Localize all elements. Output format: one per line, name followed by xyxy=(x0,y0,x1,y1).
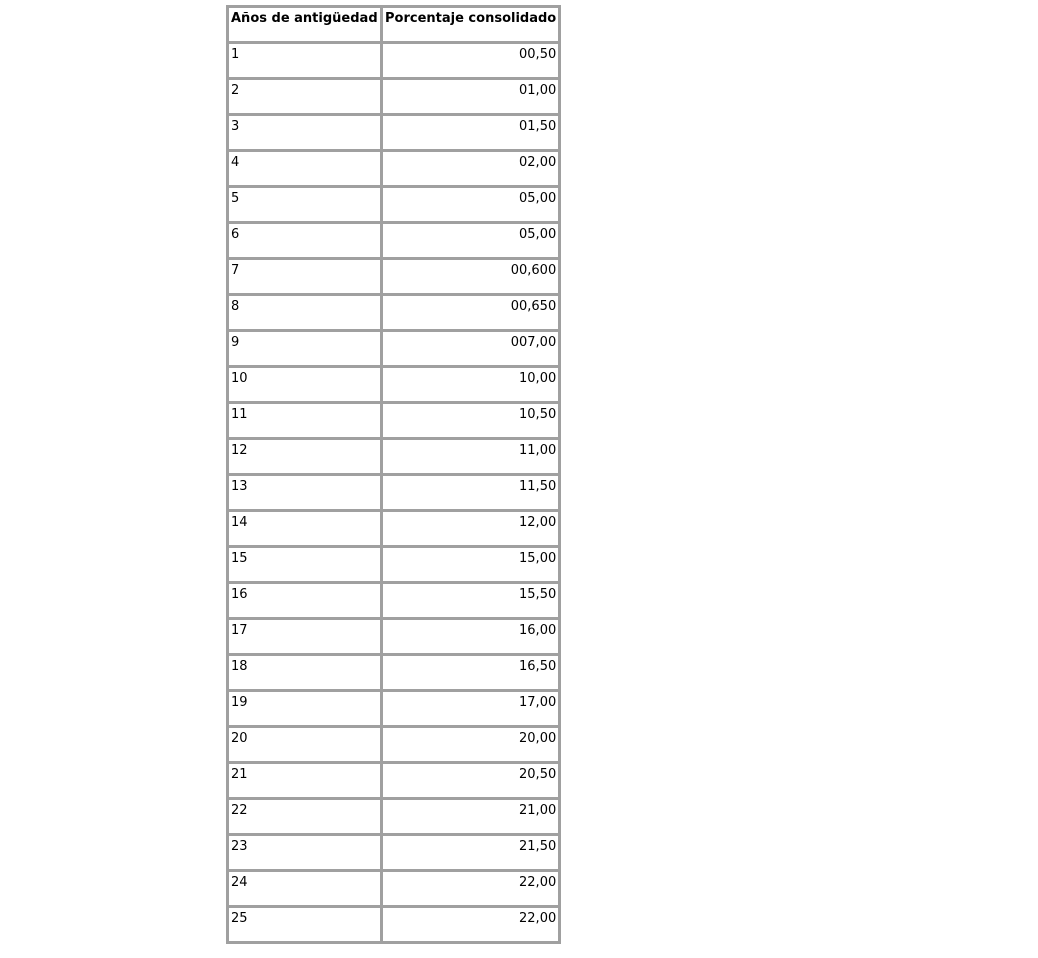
cell-years: 1 xyxy=(227,42,381,78)
cell-years: 7 xyxy=(227,258,381,294)
cell-percentage: 17,00 xyxy=(381,690,559,726)
cell-years: 18 xyxy=(227,654,381,690)
cell-percentage: 05,00 xyxy=(381,222,559,258)
cell-percentage: 01,50 xyxy=(381,114,559,150)
table-row xyxy=(227,78,559,114)
cell-percentage: 10,00 xyxy=(381,366,559,402)
table-row xyxy=(227,402,559,438)
table-row xyxy=(227,510,559,546)
cell-years: 23 xyxy=(227,834,381,870)
table-row xyxy=(227,474,559,510)
cell-years: 11 xyxy=(227,402,381,438)
table-row xyxy=(227,258,559,294)
table-header-row xyxy=(227,6,559,42)
seniority-table-container xyxy=(226,5,561,944)
cell-years: 25 xyxy=(227,906,381,942)
cell-percentage: 15,50 xyxy=(381,582,559,618)
cell-years: 5 xyxy=(227,186,381,222)
cell-percentage: 12,00 xyxy=(381,510,559,546)
table-row xyxy=(227,690,559,726)
cell-years: 19 xyxy=(227,690,381,726)
cell-years: 16 xyxy=(227,582,381,618)
cell-percentage: 20,00 xyxy=(381,726,559,762)
cell-years: 13 xyxy=(227,474,381,510)
cell-percentage: 15,00 xyxy=(381,546,559,582)
cell-years: 14 xyxy=(227,510,381,546)
table-row xyxy=(227,294,559,330)
cell-years: 21 xyxy=(227,762,381,798)
cell-percentage: 10,50 xyxy=(381,402,559,438)
cell-years: 4 xyxy=(227,150,381,186)
cell-percentage: 20,50 xyxy=(381,762,559,798)
table-row xyxy=(227,366,559,402)
table-row xyxy=(227,618,559,654)
table-row xyxy=(227,870,559,906)
table-row xyxy=(227,330,559,366)
table-row xyxy=(227,114,559,150)
header-years: Años de antigüedad xyxy=(227,6,381,42)
cell-years: 2 xyxy=(227,78,381,114)
cell-years: 22 xyxy=(227,798,381,834)
cell-years: 17 xyxy=(227,618,381,654)
table-row xyxy=(227,654,559,690)
table-row xyxy=(227,546,559,582)
seniority-percentage-table xyxy=(226,5,561,944)
cell-years: 15 xyxy=(227,546,381,582)
table-row xyxy=(227,222,559,258)
cell-percentage: 16,00 xyxy=(381,618,559,654)
table-row xyxy=(227,150,559,186)
cell-percentage: 00,600 xyxy=(381,258,559,294)
cell-percentage: 007,00 xyxy=(381,330,559,366)
table-row xyxy=(227,798,559,834)
table-row xyxy=(227,438,559,474)
cell-years: 3 xyxy=(227,114,381,150)
cell-percentage: 22,00 xyxy=(381,906,559,942)
cell-percentage: 00,50 xyxy=(381,42,559,78)
cell-percentage: 02,00 xyxy=(381,150,559,186)
cell-percentage: 21,50 xyxy=(381,834,559,870)
cell-percentage: 05,00 xyxy=(381,186,559,222)
cell-percentage: 11,00 xyxy=(381,438,559,474)
table-row xyxy=(227,906,559,942)
table-row xyxy=(227,186,559,222)
table-row xyxy=(227,42,559,78)
cell-percentage: 22,00 xyxy=(381,870,559,906)
cell-years: 20 xyxy=(227,726,381,762)
cell-years: 6 xyxy=(227,222,381,258)
cell-years: 8 xyxy=(227,294,381,330)
cell-percentage: 00,650 xyxy=(381,294,559,330)
header-percentage: Porcentaje consolidado xyxy=(381,6,559,42)
cell-percentage: 21,00 xyxy=(381,798,559,834)
cell-years: 12 xyxy=(227,438,381,474)
cell-years: 24 xyxy=(227,870,381,906)
cell-percentage: 11,50 xyxy=(381,474,559,510)
table-row xyxy=(227,762,559,798)
cell-years: 10 xyxy=(227,366,381,402)
table-row xyxy=(227,582,559,618)
cell-years: 9 xyxy=(227,330,381,366)
table-body xyxy=(227,42,559,942)
cell-percentage: 01,00 xyxy=(381,78,559,114)
cell-percentage: 16,50 xyxy=(381,654,559,690)
table-row xyxy=(227,834,559,870)
table-row xyxy=(227,726,559,762)
